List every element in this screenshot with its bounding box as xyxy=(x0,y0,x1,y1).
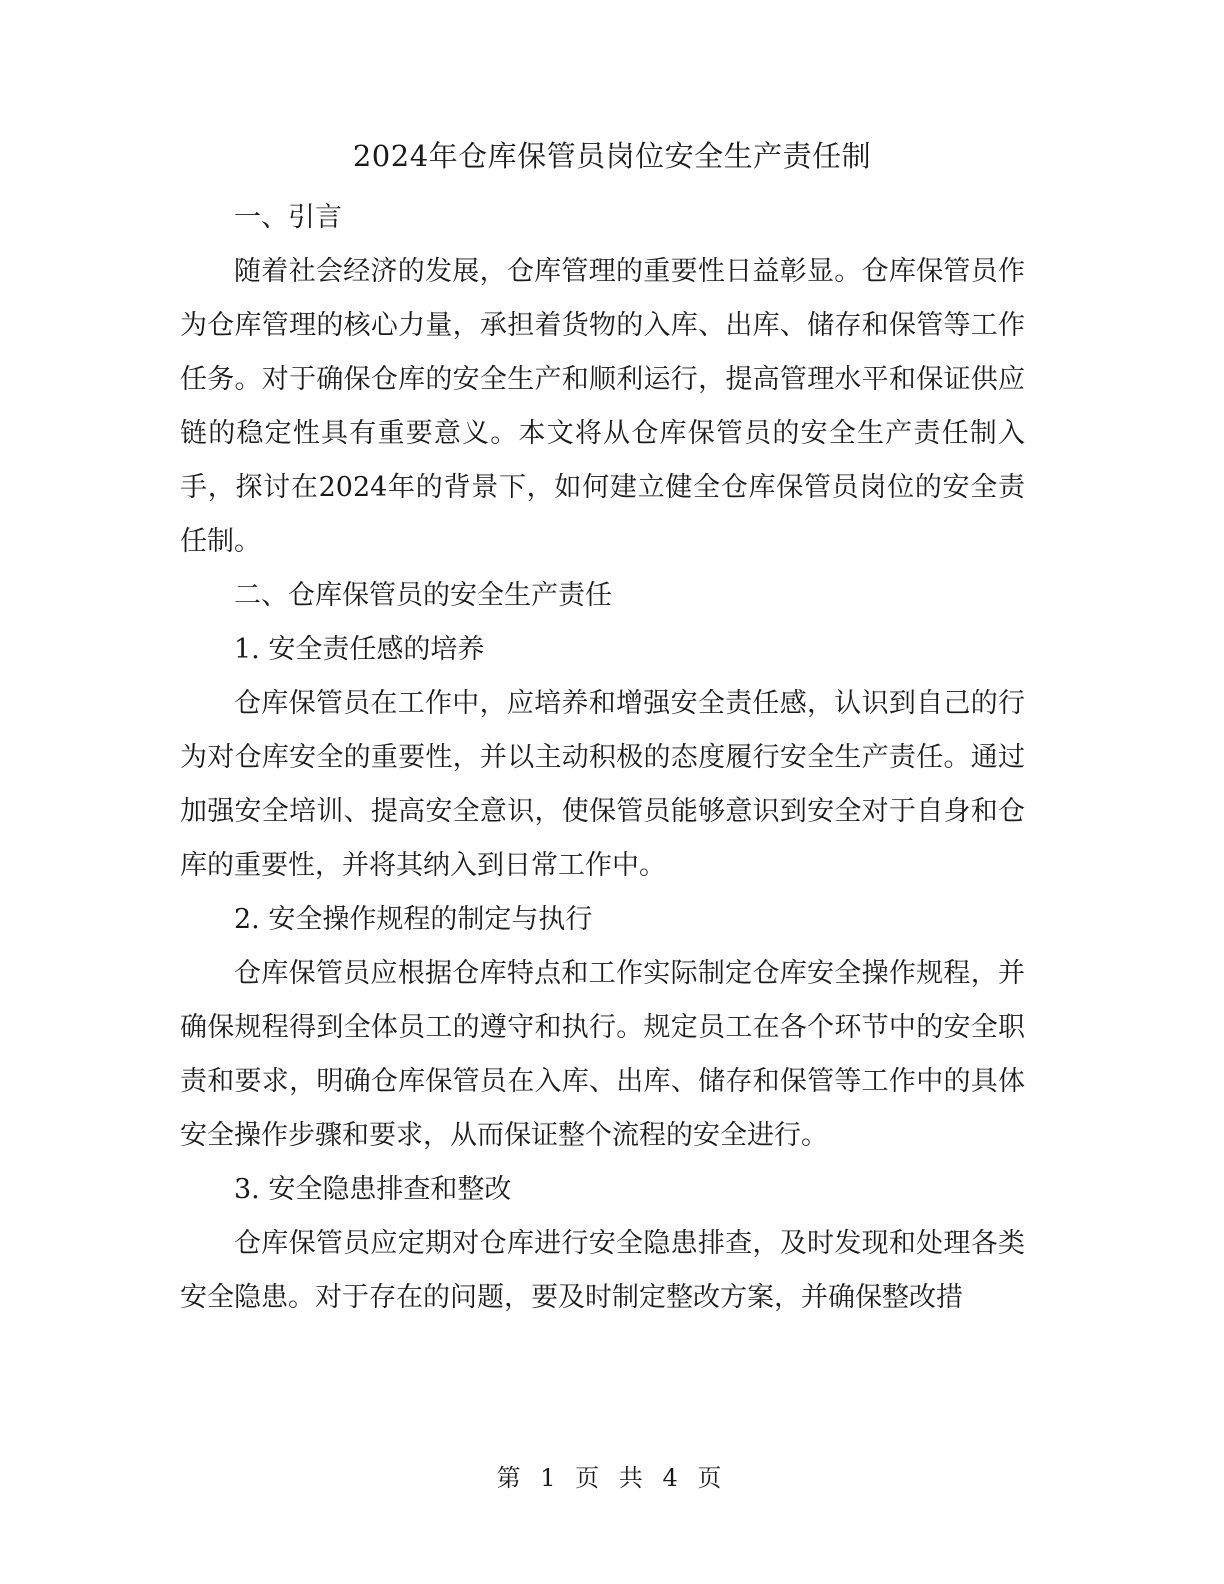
subheading-operating-procedures: 2. 安全操作规程的制定与执行 xyxy=(234,904,593,935)
section-heading-responsibilities: 二、仓库保管员的安全生产责任 xyxy=(234,580,612,611)
subheading-hazard-inspection: 3. 安全隐患排查和整改 xyxy=(234,1174,512,1205)
paragraph-hazard-inspection: 仓库保管员应定期对仓库进行安全隐患排查，及时发现和处理各类安全隐患。对于存在的问题，要及时制定整改方案，并确保整改措 xyxy=(180,1228,1025,1313)
subheading-responsibility-awareness: 1. 安全责任感的培养 xyxy=(234,634,485,665)
paragraph-operating-procedures: 仓库保管员应根据仓库特点和工作实际制定仓库安全操作规程，并确保规程得到全体员工的遵守和执行。规定员工在各个环节中的安全职责和要求，明确仓库保管员在入库、出库、储存和保管等工作中的具体安全操作步骤和要求，从而保证整个流程的安全进行。 xyxy=(180,958,1025,1151)
document-body xyxy=(180,191,1025,1325)
paragraph-introduction: 随着社会经济的发展，仓库管理的重要性日益彰显。仓库保管员作为仓库管理的核心力量，承担着货物的入库、出库、储存和保管等工作任务。对于确保仓库的安全生产和顺利运行，提高管理水平和保证供应链的稳定性具有重要意义。本文将从仓库保管员的安全生产责任制入手，探讨在2024年的背景下，如何建立健全仓库保管员岗位的安全责任制。 xyxy=(180,256,1025,557)
page-number-footer: 第 1 页 共 4 页 xyxy=(496,1464,728,1492)
paragraph-responsibility-awareness: 仓库保管员在工作中，应培养和增强安全责任感，认识到自己的行为对仓库安全的重要性，并以主动积极的态度履行安全生产责任。通过加强安全培训、提高安全意识，使保管员能够意识到安全对于自身和仓库的重要性，并将其纳入到日常工作中。 xyxy=(180,688,1025,881)
section-heading-introduction: 一、引言 xyxy=(234,202,342,233)
document-title: 2024年仓库保管员岗位安全生产责任制 xyxy=(352,139,872,173)
